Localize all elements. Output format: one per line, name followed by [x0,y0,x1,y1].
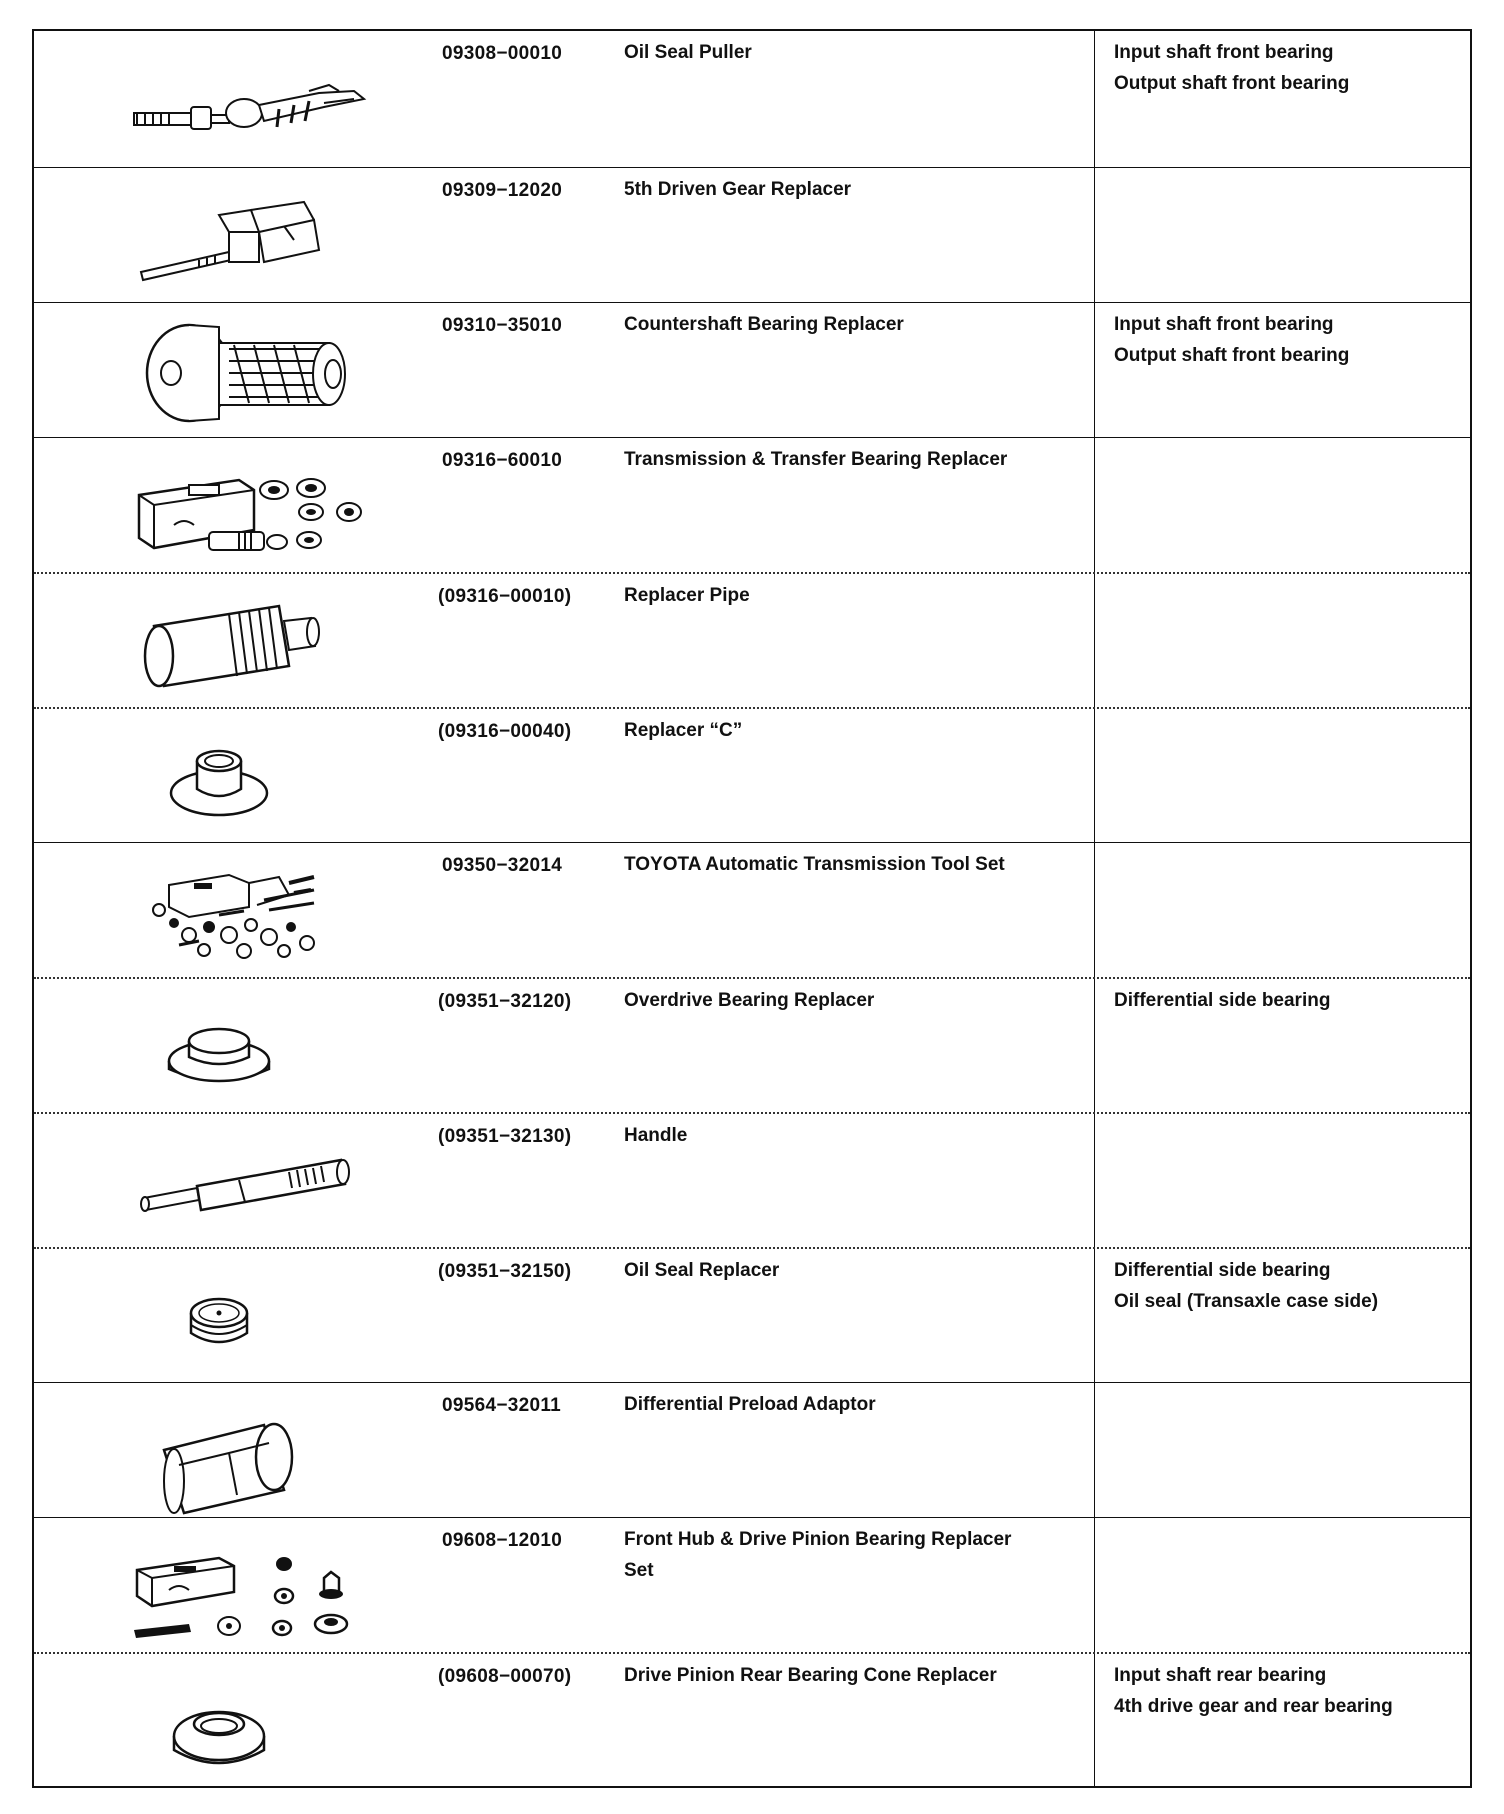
tool-name: Front Hub & Drive Pinion Bearing Replacer Set [624,1529,1012,1581]
tool-name: Countershaft Bearing Replacer [624,314,904,335]
part-number: 09310−35010 [442,315,563,336]
tool-name: Transmission & Transfer Bearing Replacer [624,449,1008,470]
use-line: Oil seal (Transaxle case side) [1114,1291,1379,1312]
tool-name: Oil Seal Replacer [624,1260,780,1281]
use-line: Differential side bearing [1114,990,1331,1011]
use-line: 4th drive gear and rear bearing [1114,1696,1393,1717]
use-line: Input shaft rear bearing [1114,1665,1327,1686]
use-line: Input shaft front bearing [1114,42,1334,63]
tool-name: Oil Seal Puller [624,42,752,63]
oil-seal-replacer-icon [79,1261,399,1371]
oil-seal-puller-icon [79,43,399,153]
use-list [1114,309,1464,371]
handle-icon [79,1126,399,1236]
table-row [34,302,1470,437]
use-list [1114,37,1464,99]
preload-adaptor-icon [79,1395,399,1505]
bearing-replacer-kit-icon [79,450,399,560]
countershaft-replacer-icon [79,315,399,425]
cone-replacer-icon [79,1666,399,1776]
part-number: (09608−00070) [438,1666,572,1687]
table-row [34,1112,1470,1247]
part-number: (09316−00010) [438,586,572,607]
part-number: (09351−32150) [438,1261,572,1282]
table-row [34,977,1470,1112]
use-list [1114,1255,1464,1317]
table-row [34,1382,1470,1517]
table-row [34,31,1470,167]
tool-name: Differential Preload Adaptor [624,1394,876,1415]
tool-set-icon [79,855,399,965]
part-number: 09350−32014 [442,855,563,876]
tool-table [32,29,1472,1788]
use-line: Output shaft front bearing [1114,345,1350,366]
use-list [1114,1660,1464,1722]
table-row [34,842,1470,977]
tool-name: Handle [624,1125,688,1146]
table-row [34,707,1470,842]
tool-name: 5th Driven Gear Replacer [624,179,852,200]
replacer-c-icon [79,721,399,831]
tool-name: Overdrive Bearing Replacer [624,990,875,1011]
table-row [34,437,1470,572]
part-number: (09351−32130) [438,1126,572,1147]
table-row [34,1517,1470,1652]
part-number: 09564−32011 [442,1395,562,1416]
use-list [1114,985,1464,1016]
use-line: Input shaft front bearing [1114,314,1334,335]
part-number: 09309−12020 [442,180,563,201]
hub-replacer-set-icon [79,1530,399,1640]
part-number: 09308−00010 [442,43,563,64]
table-row [34,167,1470,302]
use-line: Differential side bearing [1114,1260,1331,1281]
table-row [34,572,1470,707]
tool-name: Drive Pinion Rear Bearing Cone Replacer [624,1665,997,1686]
tool-name: Replacer “C” [624,720,743,741]
part-number: 09316−60010 [442,450,563,471]
tool-name: TOYOTA Automatic Transmission Tool Set [624,854,1005,875]
table-row [34,1652,1470,1788]
part-number: (09351−32120) [438,991,572,1012]
table-row [34,1247,1470,1382]
part-number: (09316−00040) [438,721,572,742]
use-line: Output shaft front bearing [1114,73,1350,94]
part-number: 09608−12010 [442,1530,563,1551]
gear-replacer-icon [79,180,399,290]
replacer-pipe-icon [79,586,399,696]
tool-name: Replacer Pipe [624,585,750,606]
overdrive-replacer-icon [79,991,399,1101]
